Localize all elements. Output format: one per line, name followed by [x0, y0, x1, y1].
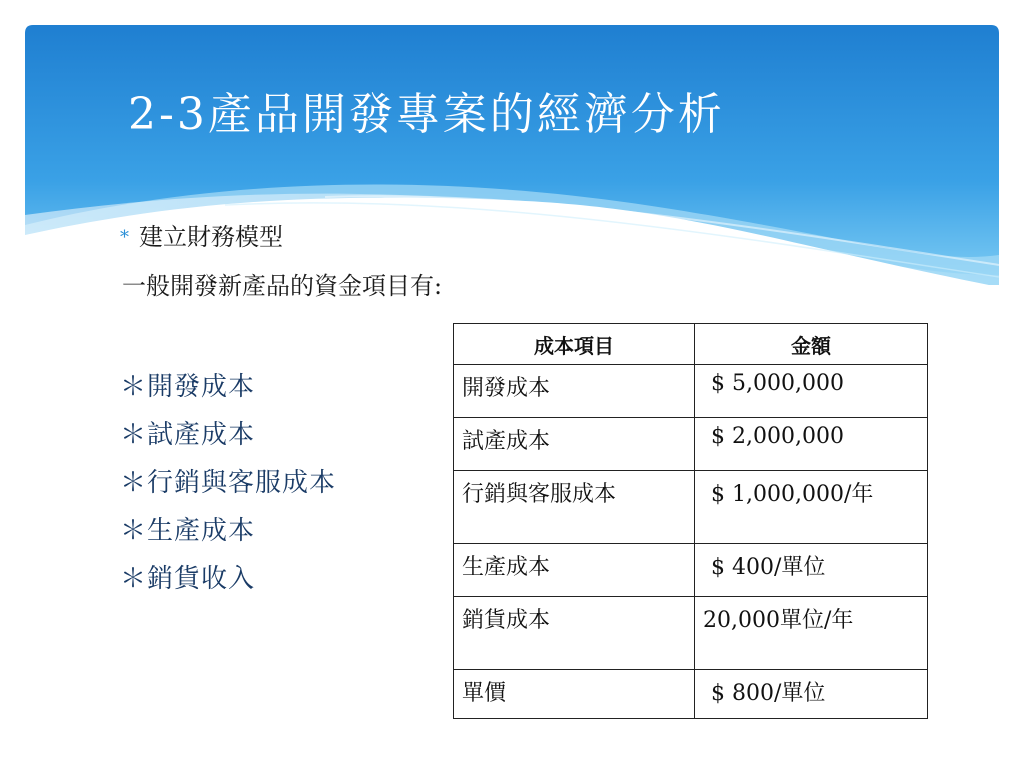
cost-item-list [120, 363, 336, 603]
cost-table [453, 323, 928, 719]
bullet-item [120, 217, 283, 252]
header-amount: 金額 [695, 324, 928, 365]
table-row [454, 365, 928, 418]
header-cost-item: 成本項目 [454, 324, 695, 365]
table-row [454, 597, 928, 670]
bullet-marker: * [120, 227, 129, 248]
list-item: ＊行銷與客服成本 [120, 468, 337, 498]
intro-line: 一般開發新產品的資金項目有: [122, 272, 443, 300]
cell-item: 銷貨成本 [454, 597, 695, 670]
table-row [454, 471, 928, 544]
list-item: ＊試產成本 [120, 420, 256, 450]
cell-amount: $ 5,000,000 [695, 365, 928, 418]
cell-amount: $ 800/單位 [695, 670, 928, 719]
table-row [454, 544, 928, 597]
cell-item: 單價 [454, 670, 695, 719]
cell-item: 生產成本 [454, 544, 695, 597]
bullet-text: 建立財務模型 [139, 223, 283, 251]
cell-amount: $ 1,000,000/年 [695, 471, 928, 544]
cell-item: 試產成本 [454, 418, 695, 471]
cell-amount: 20,000單位/年 [695, 597, 928, 670]
table-row [454, 418, 928, 471]
cell-item: 開發成本 [454, 365, 695, 418]
cell-amount: $ 400/單位 [695, 544, 928, 597]
table-row [454, 670, 928, 719]
cell-amount: $ 2,000,000 [695, 418, 928, 471]
list-item: ＊生產成本 [120, 516, 256, 546]
list-item: ＊開發成本 [120, 372, 256, 402]
list-item: ＊銷貨收入 [120, 564, 256, 594]
cell-item: 行銷與客服成本 [454, 471, 695, 544]
table-header-row [454, 324, 928, 365]
slide-title: 2-3產品開發專案的經濟分析 [128, 89, 725, 140]
